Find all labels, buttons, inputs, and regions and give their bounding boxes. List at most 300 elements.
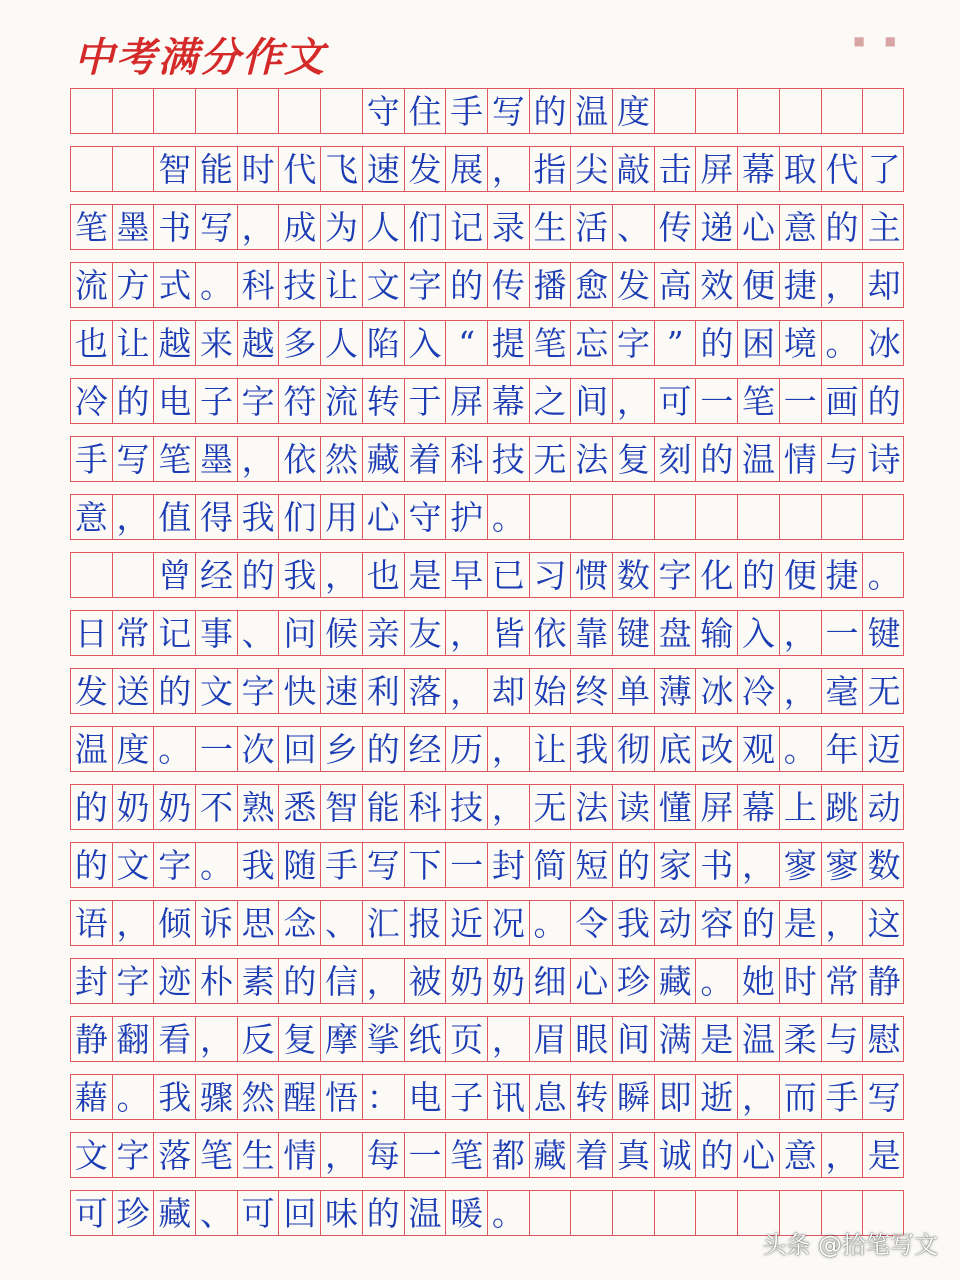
page-mark: ■ ■ (853, 34, 904, 48)
grid-cell: 传 (488, 263, 530, 307)
grid-cell: 醒 (280, 1075, 322, 1119)
grid-cell: 字 (655, 553, 697, 597)
header-title: 中考满分作文 (74, 34, 326, 81)
essay-row (70, 900, 904, 946)
grid-cell: 墨 (196, 437, 238, 481)
grid-cell: 封 (488, 843, 530, 887)
grid-cell: 懂 (655, 785, 697, 829)
grid-cell: 让 (321, 263, 363, 307)
grid-cell: 发 (613, 263, 655, 307)
grid-cell: 次 (238, 727, 280, 771)
grid-cell: 时 (780, 959, 822, 1003)
grid-cell: 代 (822, 147, 864, 191)
grid-cell: 温 (71, 727, 113, 771)
grid-cell: 是 (697, 1017, 739, 1061)
grid-cell: 眼 (571, 1017, 613, 1061)
grid-cell: 效 (697, 263, 739, 307)
grid-cell: 藉 (71, 1075, 113, 1119)
grid-cell: 是 (405, 553, 447, 597)
grid-cell: 屏 (697, 147, 739, 191)
grid-cell: 常 (113, 611, 155, 655)
grid-cell: 能 (363, 785, 405, 829)
grid-cell: 刻 (655, 437, 697, 481)
grid-cell: 击 (655, 147, 697, 191)
grid-cell: 们 (405, 205, 447, 249)
grid-cell: 来 (196, 321, 238, 365)
grid-cell: 落 (154, 1133, 196, 1177)
grid-cell: 慰 (867, 1019, 901, 1059)
grid-cell: ， (822, 263, 864, 307)
grid-cell: 的 (822, 205, 864, 249)
grid-cell (780, 89, 822, 133)
grid-cell: 间 (571, 379, 613, 423)
grid-cell: 翻 (113, 1017, 155, 1061)
grid-cell: 。 (154, 727, 196, 771)
grid-cell: 的 (71, 843, 113, 887)
grid-cell: 生 (530, 205, 572, 249)
grid-cell: 迈 (867, 729, 901, 769)
grid-cell: 冰 (867, 323, 901, 363)
grid-cell: 取 (780, 147, 822, 191)
grid-cell: 冷 (71, 379, 113, 423)
grid-cell: 屏 (446, 379, 488, 423)
grid-cell (113, 553, 155, 597)
grid-cell: 入 (738, 611, 780, 655)
grid-cell: ， (738, 843, 780, 887)
grid-cell: 诉 (196, 901, 238, 945)
grid-cell: “ (446, 321, 488, 365)
grid-cell: 高 (655, 263, 697, 307)
grid-cell: 人 (363, 205, 405, 249)
grid-cell: 令 (571, 901, 613, 945)
grid-cell: 友 (405, 611, 447, 655)
grid-cell: 。 (196, 843, 238, 887)
grid-cell (780, 495, 822, 539)
grid-cell: 、 (613, 205, 655, 249)
grid-cell: 惯 (571, 553, 613, 597)
grid-cell: 笔 (446, 1133, 488, 1177)
grid-cell: 始 (530, 669, 572, 713)
grid-cell: 改 (697, 727, 739, 771)
grid-cell (655, 1191, 697, 1235)
grid-cell: 墨 (113, 205, 155, 249)
grid-cell (655, 89, 697, 133)
grid-cell: 奶 (113, 785, 155, 829)
grid-cell: 悟 (321, 1075, 363, 1119)
grid-cell: 书 (154, 205, 196, 249)
grid-cell: 味 (321, 1191, 363, 1235)
grid-cell (113, 89, 155, 133)
grid-cell: 展 (446, 147, 488, 191)
grid-cell: 化 (697, 553, 739, 597)
grid-cell: 播 (530, 263, 572, 307)
grid-cell: 况 (488, 901, 530, 945)
grid-paper (70, 88, 904, 1248)
grid-cell: 逝 (697, 1075, 739, 1119)
grid-cell: 。 (530, 901, 572, 945)
grid-cell: 朴 (196, 959, 238, 1003)
grid-cell: 字 (238, 379, 280, 423)
grid-cell (697, 1191, 739, 1235)
grid-cell: 摩 (321, 1017, 363, 1061)
grid-cell: 盘 (655, 611, 697, 655)
grid-cell: 跳 (822, 785, 864, 829)
grid-cell: 写 (113, 437, 155, 481)
grid-cell: 熟 (238, 785, 280, 829)
grid-cell: 利 (363, 669, 405, 713)
grid-cell (613, 1191, 655, 1235)
grid-cell: 流 (71, 263, 113, 307)
grid-cell: ， (822, 1133, 864, 1177)
grid-cell (530, 495, 572, 539)
grid-cell: 奶 (154, 785, 196, 829)
grid-cell: 的 (697, 321, 739, 365)
grid-cell: 的 (613, 843, 655, 887)
grid-cell: ， (321, 1133, 363, 1177)
grid-cell: 息 (530, 1075, 572, 1119)
grid-cell (738, 495, 780, 539)
grid-cell: 幕 (738, 147, 780, 191)
grid-cell: 间 (613, 1017, 655, 1061)
grid-cell: 瞬 (613, 1075, 655, 1119)
grid-cell: 可 (238, 1191, 280, 1235)
grid-cell (238, 89, 280, 133)
grid-cell: 尖 (571, 147, 613, 191)
grid-cell: 。 (196, 263, 238, 307)
grid-cell: 时 (238, 147, 280, 191)
grid-cell: 的 (238, 553, 280, 597)
grid-cell: 复 (613, 437, 655, 481)
grid-cell: 满 (655, 1017, 697, 1061)
grid-cell: 这 (867, 903, 901, 943)
grid-cell: ， (113, 901, 155, 945)
grid-cell: 字 (113, 1133, 155, 1177)
grid-cell: ， (488, 1017, 530, 1061)
grid-cell: 藏 (655, 959, 697, 1003)
grid-cell: 眉 (530, 1017, 572, 1061)
grid-cell: 为 (321, 205, 363, 249)
grid-cell: 容 (697, 901, 739, 945)
grid-cell: 的 (738, 901, 780, 945)
grid-cell (113, 147, 155, 191)
grid-cell: 却 (488, 669, 530, 713)
grid-cell: 家 (655, 843, 697, 887)
grid-cell: 的 (697, 437, 739, 481)
grid-cell: 越 (238, 321, 280, 365)
grid-cell (571, 1191, 613, 1235)
grid-cell: 经 (196, 553, 238, 597)
essay-row (70, 1016, 904, 1062)
grid-cell: 科 (238, 263, 280, 307)
grid-cell: 是 (780, 901, 822, 945)
grid-cell: 思 (238, 901, 280, 945)
grid-cell: ， (446, 669, 488, 713)
grid-cell (571, 495, 613, 539)
grid-cell (697, 495, 739, 539)
grid-cell: 温 (571, 89, 613, 133)
grid-cell: 的 (867, 381, 901, 421)
grid-cell: 终 (571, 669, 613, 713)
grid-cell: 之 (530, 379, 572, 423)
grid-cell: 我 (238, 843, 280, 887)
grid-cell (822, 89, 864, 133)
grid-cell: 反 (238, 1017, 280, 1061)
grid-cell: 境 (780, 321, 822, 365)
grid-cell (530, 1191, 572, 1235)
grid-cell: 诚 (655, 1133, 697, 1177)
grid-cell: ， (613, 379, 655, 423)
grid-cell: 看 (154, 1017, 196, 1061)
grid-cell: 幕 (488, 379, 530, 423)
grid-cell: 代 (280, 147, 322, 191)
grid-cell: 珍 (613, 959, 655, 1003)
grid-cell: 讯 (488, 1075, 530, 1119)
grid-cell: 子 (196, 379, 238, 423)
grid-cell: 也 (71, 321, 113, 365)
grid-cell: 技 (446, 785, 488, 829)
grid-cell: 捷 (780, 263, 822, 307)
grid-cell: 年 (822, 727, 864, 771)
grid-cell: 素 (238, 959, 280, 1003)
grid-cell: 快 (280, 669, 322, 713)
grid-cell: 习 (530, 553, 572, 597)
grid-cell: 子 (446, 1075, 488, 1119)
grid-cell (738, 89, 780, 133)
grid-cell: 复 (280, 1017, 322, 1061)
grid-cell: 电 (405, 1075, 447, 1119)
grid-cell: 手 (822, 1075, 864, 1119)
grid-cell: 手 (71, 437, 113, 481)
grid-cell: 我 (238, 495, 280, 539)
grid-cell: 递 (697, 205, 739, 249)
grid-cell: 字 (405, 263, 447, 307)
grid-cell: 寥 (780, 843, 822, 887)
grid-cell: 一 (196, 727, 238, 771)
grid-cell: 。 (780, 727, 822, 771)
grid-cell: ， (488, 147, 530, 191)
grid-cell (863, 89, 905, 133)
essay-row (70, 842, 904, 888)
grid-cell: 信 (321, 959, 363, 1003)
grid-cell: 记 (446, 205, 488, 249)
grid-cell: 笔 (738, 379, 780, 423)
grid-cell: 守 (363, 89, 405, 133)
grid-cell: 一 (446, 843, 488, 887)
grid-cell: 意 (780, 1133, 822, 1177)
grid-cell: 已 (488, 553, 530, 597)
grid-cell: 字 (154, 843, 196, 887)
grid-cell: 转 (363, 379, 405, 423)
grid-cell: 下 (405, 843, 447, 887)
grid-cell: 书 (697, 843, 739, 887)
grid-cell: 字 (613, 321, 655, 365)
grid-cell: 简 (530, 843, 572, 887)
grid-cell: 静 (71, 1017, 113, 1061)
grid-cell: 了 (867, 149, 901, 189)
grid-cell: 短 (571, 843, 613, 887)
grid-cell: 迹 (154, 959, 196, 1003)
grid-cell: ， (196, 1017, 238, 1061)
grid-cell: 无 (530, 785, 572, 829)
grid-cell: 录 (488, 205, 530, 249)
grid-cell: 冰 (697, 669, 739, 713)
grid-cell: ， (738, 1075, 780, 1119)
grid-cell: ， (780, 669, 822, 713)
grid-cell: 键 (613, 611, 655, 655)
grid-cell: 却 (867, 265, 901, 305)
essay-row (70, 494, 904, 540)
grid-cell: 。 (697, 959, 739, 1003)
grid-cell: 手 (446, 89, 488, 133)
grid-cell: 住 (405, 89, 447, 133)
grid-cell: 然 (321, 437, 363, 481)
grid-cell: 情 (780, 437, 822, 481)
grid-cell: ： (363, 1075, 405, 1119)
grid-cell: 亲 (363, 611, 405, 655)
grid-cell: 细 (530, 959, 572, 1003)
grid-cell: 用 (321, 495, 363, 539)
essay-row (70, 726, 904, 772)
grid-cell: 、 (321, 901, 363, 945)
grid-cell: 纸 (405, 1017, 447, 1061)
grid-cell: 经 (405, 727, 447, 771)
grid-cell: 字 (238, 669, 280, 713)
grid-cell: 速 (363, 147, 405, 191)
grid-cell: 我 (280, 553, 322, 597)
grid-cell: 诗 (867, 439, 901, 479)
grid-cell: 可 (71, 1191, 113, 1235)
grid-cell: 意 (780, 205, 822, 249)
grid-cell: 科 (405, 785, 447, 829)
grid-cell: 毫 (822, 669, 864, 713)
essay-row (70, 1132, 904, 1178)
grid-cell: 薄 (655, 669, 697, 713)
grid-cell: 多 (280, 321, 322, 365)
grid-cell: 护 (446, 495, 488, 539)
grid-cell: 历 (446, 727, 488, 771)
grid-cell: 捷 (822, 553, 864, 597)
grid-cell: ， (780, 611, 822, 655)
grid-cell: 上 (780, 785, 822, 829)
grid-cell: 智 (154, 147, 196, 191)
grid-cell: 依 (280, 437, 322, 481)
grid-cell: 一 (697, 379, 739, 423)
grid-cell: 我 (154, 1075, 196, 1119)
grid-cell: 。 (488, 1191, 530, 1235)
grid-cell: 笔 (71, 205, 113, 249)
grid-cell: 入 (405, 321, 447, 365)
grid-cell: 、 (238, 611, 280, 655)
grid-cell (71, 553, 113, 597)
grid-cell: 是 (867, 1135, 901, 1175)
grid-cell: 念 (280, 901, 322, 945)
grid-cell: 法 (571, 437, 613, 481)
grid-cell: 都 (488, 1133, 530, 1177)
grid-cell: 幕 (738, 785, 780, 829)
grid-cell: 发 (71, 669, 113, 713)
grid-cell: 的 (446, 263, 488, 307)
grid-cell: 文 (363, 263, 405, 307)
grid-cell: 于 (405, 379, 447, 423)
grid-cell: 温 (738, 1017, 780, 1061)
grid-cell (71, 89, 113, 133)
grid-cell: 的 (280, 959, 322, 1003)
grid-cell: 事 (196, 611, 238, 655)
grid-cell: 的 (738, 553, 780, 597)
grid-cell: 暖 (446, 1191, 488, 1235)
grid-cell: 依 (530, 611, 572, 655)
grid-cell: 挲 (363, 1017, 405, 1061)
grid-cell: 的 (71, 785, 113, 829)
grid-cell: 活 (571, 205, 613, 249)
grid-cell: ， (363, 959, 405, 1003)
essay-row (70, 784, 904, 830)
grid-cell: 报 (405, 901, 447, 945)
grid-cell: 便 (780, 553, 822, 597)
grid-cell: 转 (571, 1075, 613, 1119)
grid-cell: 汇 (363, 901, 405, 945)
grid-cell: 主 (867, 207, 901, 247)
grid-cell: ， (488, 727, 530, 771)
grid-cell: 的 (113, 379, 155, 423)
grid-cell: 奶 (488, 959, 530, 1003)
grid-cell: 我 (613, 901, 655, 945)
essay-row (70, 668, 904, 714)
grid-cell: ， (238, 205, 280, 249)
grid-cell: 动 (655, 901, 697, 945)
grid-cell: 陷 (363, 321, 405, 365)
grid-cell: 。 (867, 555, 901, 595)
grid-cell: 的 (363, 727, 405, 771)
grid-cell: 常 (822, 959, 864, 1003)
grid-cell: 着 (571, 1133, 613, 1177)
essay-row (70, 958, 904, 1004)
grid-cell: 页 (446, 1017, 488, 1061)
grid-cell: 文 (196, 669, 238, 713)
grid-cell: 藏 (154, 1191, 196, 1235)
grid-cell: 回 (280, 727, 322, 771)
grid-cell: 意 (71, 495, 113, 539)
essay-row (70, 378, 904, 424)
grid-cell: 心 (363, 495, 405, 539)
grid-cell: 文 (113, 843, 155, 887)
grid-cell: 得 (196, 495, 238, 539)
grid-cell: 问 (280, 611, 322, 655)
grid-cell: 一 (822, 611, 864, 655)
grid-cell (697, 89, 739, 133)
grid-cell: 指 (530, 147, 572, 191)
grid-cell (863, 495, 905, 539)
grid-cell: 珍 (113, 1191, 155, 1235)
grid-cell: 屏 (697, 785, 739, 829)
grid-cell: 便 (738, 263, 780, 307)
grid-cell (154, 89, 196, 133)
grid-cell: 无 (530, 437, 572, 481)
grid-cell: 一 (780, 379, 822, 423)
grid-cell: 温 (738, 437, 780, 481)
grid-cell: 真 (613, 1133, 655, 1177)
grid-cell: 数 (867, 845, 901, 885)
essay-row (70, 146, 904, 192)
grid-cell: ， (822, 901, 864, 945)
grid-cell: 技 (488, 437, 530, 481)
grid-cell: 值 (154, 495, 196, 539)
grid-cell: ， (113, 495, 155, 539)
grid-cell: 的 (530, 89, 572, 133)
grid-cell: 着 (405, 437, 447, 481)
grid-cell: 乡 (321, 727, 363, 771)
grid-cell: 与 (822, 1017, 864, 1061)
